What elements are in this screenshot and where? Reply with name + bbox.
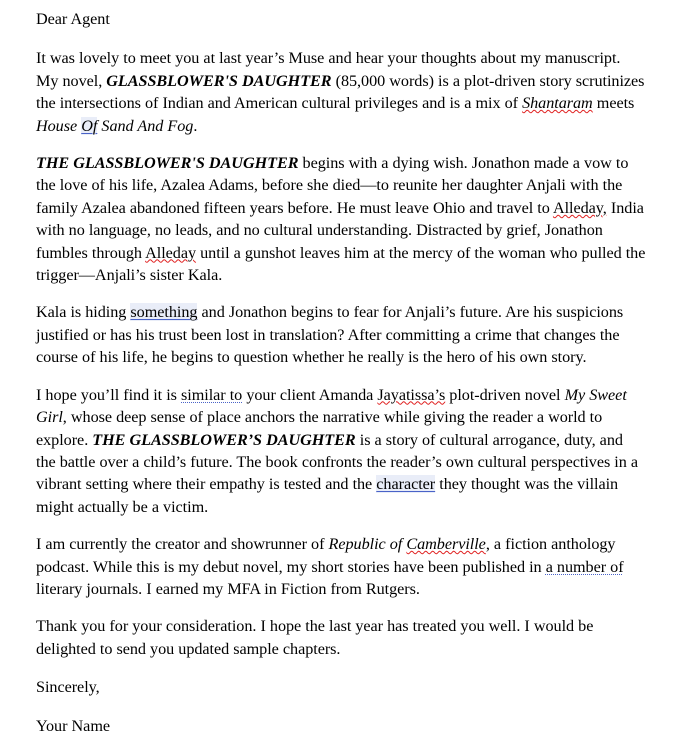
paragraph-4: [36, 384, 646, 518]
p5-podcast-title-camberville[interactable]: Camberville: [406, 535, 486, 554]
p2-sentence-3: until a gunshot leaves him at the mercy of the woman who pulled the trigger—Anjali’s sister Kala.: [36, 243, 646, 285]
salutation-text: Dear Agent: [36, 10, 110, 28]
p1-sentence-4: .: [193, 116, 198, 135]
p1-manuscript-title: GLASSBLOWER'S DAUGHTER: [106, 71, 332, 90]
p1-comp-title-house-part-a: House: [36, 116, 82, 135]
paragraph-1: [36, 47, 646, 137]
paragraph-3: [36, 301, 646, 368]
p4-flagged-similar-to[interactable]: similar to: [181, 385, 243, 404]
p5-sentence-2: , a fiction anthology podcast. While this is my debut novel, my short stories have been published in: [36, 535, 616, 576]
p1-comp-title-house-part-c: Sand And Fog: [97, 116, 194, 135]
salutation-paragraph: [36, 8, 646, 30]
signature-paragraph: [36, 715, 646, 737]
p2-sentence-2: India with no language, no leads, and no cultural understanding. Distracted by grief, Jonathon fumbles through: [36, 198, 644, 262]
p5-sentence-1: I am currently the creator and showrunner of: [36, 535, 329, 554]
p5-sentence-3: literary journals. I earned my MFA in Fiction from Rutgers.: [36, 579, 420, 598]
p4-manuscript-title: THE GLASSBLOWER’S DAUGHTER: [92, 430, 356, 449]
p3-sentence-2: and Jonathon begins to fear for Anjali’s future. Are his suspicions justified or has his trust been lost in translation? After committing a crime that changes the course of his life, he begins to question whether he really is the hero of his own story.: [36, 303, 624, 367]
paragraph-6: [36, 615, 646, 660]
p5-podcast-title-part-a: Republic of: [328, 535, 407, 554]
signoff-text: Sincerely,: [36, 678, 100, 697]
p4-comp-title-my-sweet-girl: My Sweet Girl: [36, 385, 627, 427]
p2-place-alleday-second[interactable]: Alleday: [145, 243, 197, 262]
p3-flagged-something[interactable]: something: [130, 303, 198, 322]
p1-comp-title-house-flagged-of[interactable]: Of: [81, 116, 98, 135]
p4-author-name-jayatissa[interactable]: Jayatissa’s: [377, 385, 446, 404]
p3-sentence-1: Kala is hiding: [36, 303, 131, 322]
p1-sentence-1: It was lovely to meet you at last year’s Muse and hear your thoughts about my manuscript. My novel,: [36, 49, 621, 90]
p2-sentence-1: begins with a dying wish. Jonathon made a vow to the love of his life, Azalea Adams, before she died—to reunite her daughter Anjali with the family Azalea abandoned fifteen years before. He must leave Ohio and travel to: [36, 154, 629, 217]
p4-sentence-2: your client Amanda: [242, 385, 378, 404]
p5-flagged-a-number-of[interactable]: a number of: [545, 557, 624, 576]
p4-sentence-3: plot-driven novel: [445, 385, 565, 404]
signoff-paragraph: [36, 676, 646, 698]
p4-sentence-1: I hope you’ll find it is: [36, 385, 182, 404]
signature-text: Your Name: [36, 716, 110, 735]
paragraph-2: [36, 152, 646, 286]
p1-sentence-2: (85,000 words) is a plot-driven story scrutinizes the intersections of Indian and American cultural privileges and is a mix of: [36, 71, 645, 113]
p2-place-alleday-first[interactable]: Alleday,: [552, 198, 607, 217]
p1-comp-title-shantaram[interactable]: Shantaram: [522, 94, 593, 113]
p4-flagged-character[interactable]: character: [376, 475, 436, 494]
p6-text: Thank you for your consideration. I hope the last year has treated you well. I would be delighted to send you updated sample chapters.: [36, 617, 594, 658]
paragraph-5: [36, 533, 646, 600]
p4-sentence-5: is a story of cultural arrogance, duty, and the battle over a child’s future. The book confronts the reader’s own cultural perspectives in a vibrant setting where their empathy is tested and the: [36, 430, 639, 494]
p4-sentence-4: , whose deep sense of place anchors the narrative while giving the reader a world to explore.: [36, 408, 603, 449]
p2-manuscript-title: THE GLASSBLOWER'S DAUGHTER: [36, 154, 299, 173]
p4-sentence-6: they thought was the villain might actually be a victim.: [36, 475, 619, 516]
p1-sentence-3: meets: [592, 94, 635, 113]
